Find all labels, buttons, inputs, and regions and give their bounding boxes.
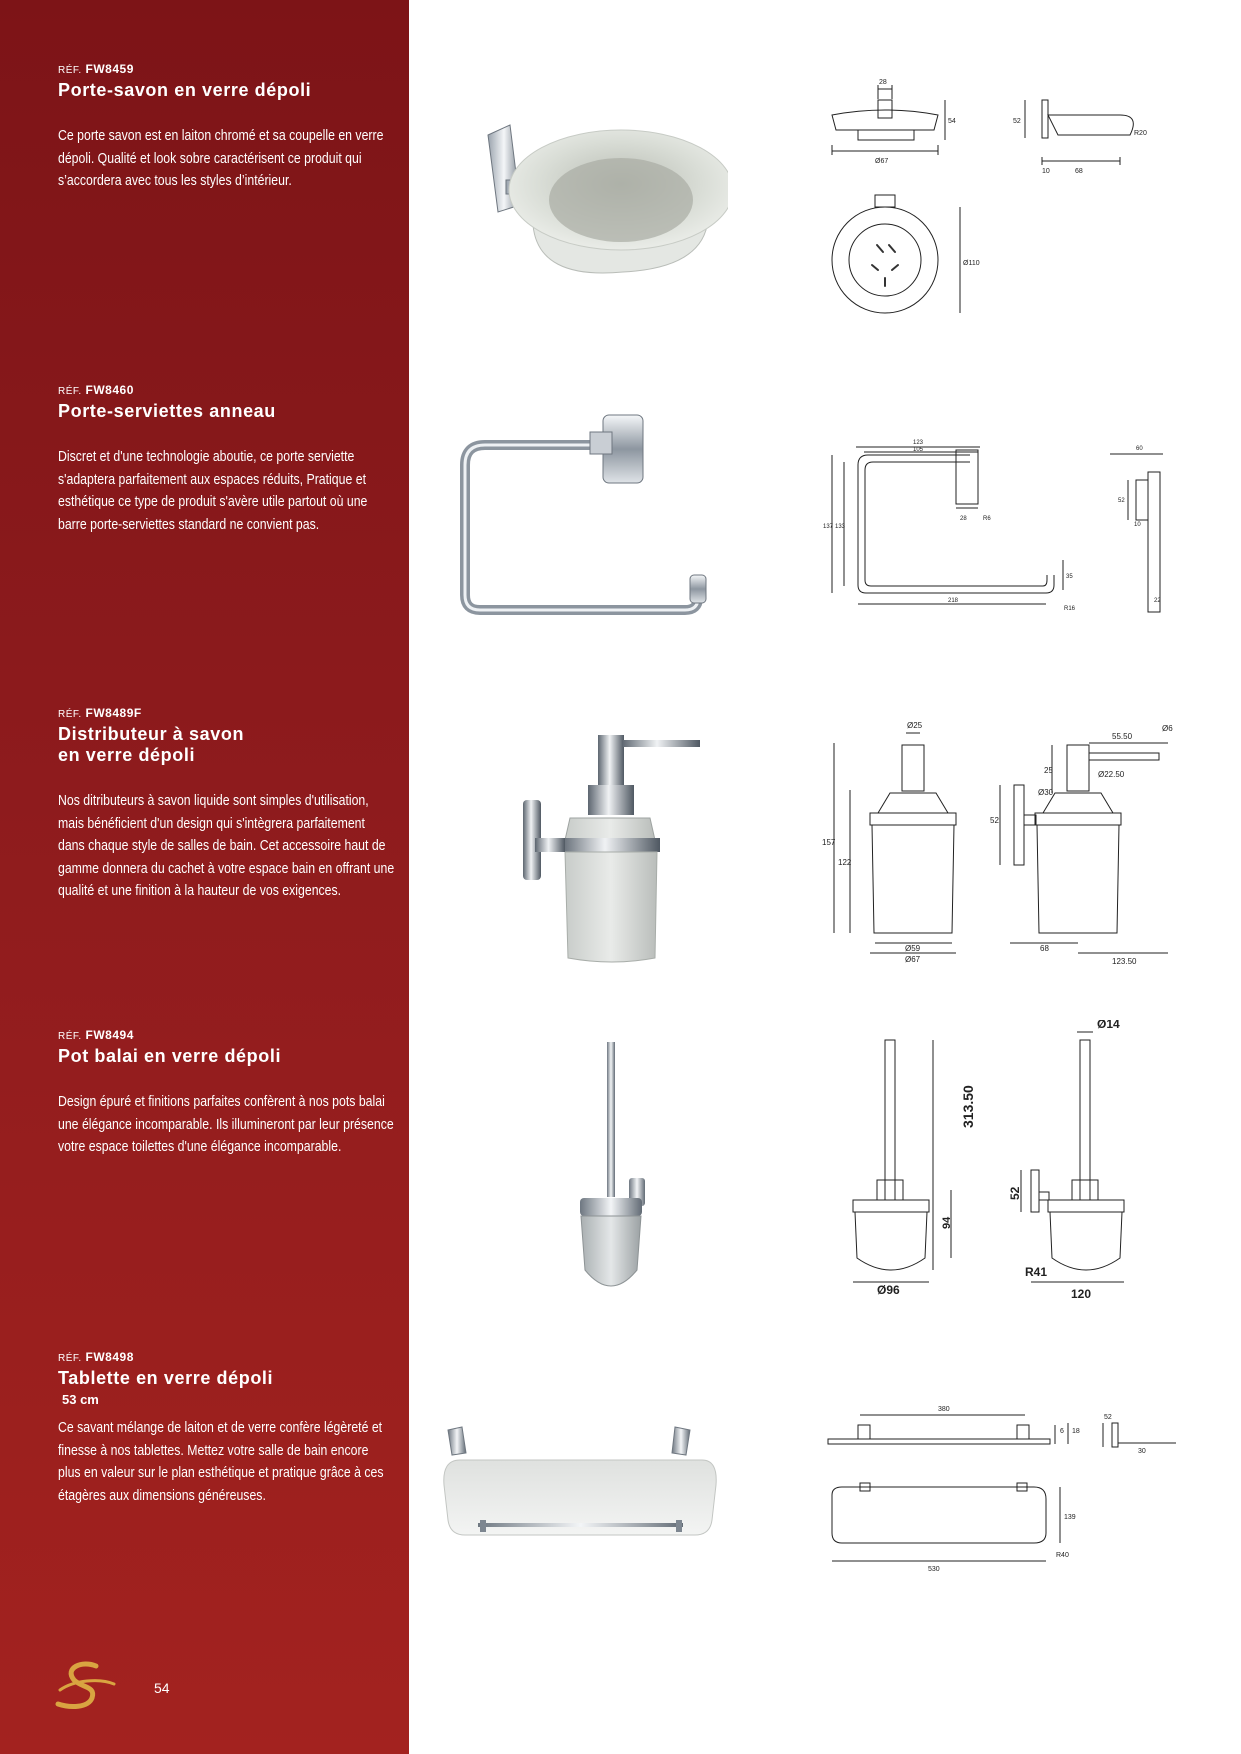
- dimension-label: 52: [1118, 498, 1125, 504]
- product-description: Ce porte savon est en laiton chromé et sa coupelle en verre dépoli. Qualité et look sobre caractérisent ce produit qui s’accordera avec tous les styles d’intérieur.: [58, 127, 384, 189]
- dimension-label: Ø22.50: [1098, 770, 1125, 779]
- product-ref: RÉF. FW8489F: [58, 706, 142, 720]
- dimension-label: 133: [835, 524, 846, 530]
- dimension-label: 122: [838, 858, 852, 867]
- dimension-label: Ø30: [1038, 788, 1054, 797]
- dimension-label: R41: [1025, 1265, 1048, 1279]
- product-ref: RÉF. FW8460: [58, 383, 134, 397]
- dimension-label: 94: [941, 1216, 953, 1229]
- product-title: Porte-serviettes anneau: [58, 401, 276, 421]
- product-subtitle: 53 cm: [62, 1392, 99, 1407]
- product-title: Tablette en verre dépoli: [58, 1368, 274, 1388]
- soap-dispenser-drawing: [820, 715, 1180, 970]
- page-number: 54: [154, 1680, 170, 1696]
- dimension-label: 18: [1072, 1428, 1080, 1435]
- dimension-label: 54: [948, 118, 956, 125]
- product-title-line-2: en verre dépoli: [58, 745, 196, 765]
- toilet-brush-photo: [575, 1040, 655, 1295]
- dimension-label: 313.50: [960, 1085, 976, 1128]
- dimension-label: Ø25: [907, 721, 923, 730]
- dimension-label: 530: [928, 1566, 940, 1573]
- dimension-label: 68: [1040, 944, 1049, 953]
- dimension-label: 105: [913, 447, 924, 453]
- dimension-label: 218: [948, 598, 959, 604]
- product-title: Porte-savon en verre dépoli: [58, 80, 312, 100]
- product-fw8459: [58, 62, 398, 193]
- product-description: Discret et d'une technologie aboutie, ce porte serviette s'adaptera parfaitement aux espaces réduits, Pratique et esthétique ce type de produit s'avère utile partout où une barre porte-serviettes standard ne convient pas.: [58, 448, 368, 533]
- dimension-label: Ø110: [963, 260, 980, 267]
- dimension-label: 52: [1013, 118, 1021, 125]
- dimension-label: 137: [823, 524, 834, 530]
- product-ref: RÉF. FW8498: [58, 1350, 134, 1364]
- towel-ring-photo: [450, 410, 715, 630]
- dimension-label: R20: [1134, 130, 1147, 137]
- product-description: Ce savant mélange de laiton et de verre confère légèreté et finesse à nos tablettes. Mettez votre salle de bain encore plus en valeur sur le plan esthétique et pratique grâce à ces étagères aux dimensions généreuses.: [58, 1419, 384, 1504]
- dimension-label: 123: [913, 440, 924, 446]
- product-fw8460: [58, 383, 398, 536]
- product-fw8494: [58, 1028, 398, 1159]
- dimension-label: 28: [960, 516, 967, 522]
- dimension-label: R40: [1056, 1552, 1069, 1559]
- product-description: Design épuré et finitions parfaites confèrent à nos pots balai une élégance incomparable. Ils illumineront par leur présence votre espace toilettes d'une élégance incomparable.: [58, 1093, 394, 1155]
- product-title-line-1: Distributeur à savon: [58, 724, 245, 744]
- dimension-label: 380: [938, 1406, 950, 1413]
- dimension-label: R16: [1064, 606, 1076, 612]
- dimension-label: 68: [1075, 168, 1083, 175]
- dimension-label: 35: [1066, 574, 1073, 580]
- dimension-label: 28: [879, 79, 887, 86]
- soap-dish-drawing: [820, 75, 1180, 330]
- towel-ring-drawing: [818, 430, 1176, 615]
- brand-logo-icon: [52, 1658, 122, 1716]
- dimension-label: 139: [1064, 1514, 1076, 1521]
- dimension-label: Ø59: [905, 944, 921, 953]
- dimension-label: 10: [1134, 522, 1141, 528]
- dimension-label: 157: [822, 838, 836, 847]
- dimension-label: 52: [1104, 1414, 1112, 1421]
- product-fw8498: [58, 1350, 398, 1507]
- glass-shelf-drawing: [820, 1395, 1180, 1580]
- dimension-label: Ø96: [877, 1283, 900, 1297]
- dimension-label: Ø6: [1162, 724, 1173, 733]
- dimension-label: 25: [1044, 766, 1053, 775]
- dimension-label: Ø67: [875, 158, 889, 165]
- product-description: Nos ditributeurs à savon liquide sont simples d'utilisation, mais bénéficient d'un design qui s'intègrera parfaitement dans chaque style de salles de bain. Cet accessoire haut de gamme donnera du cachet à votre espace bain en offrant une qualité et une finition à la hauteur de vos exigences.: [58, 792, 395, 899]
- dimension-label: 30: [1138, 1448, 1146, 1455]
- product-ref: RÉF. FW8494: [58, 1028, 134, 1042]
- dimension-label: 52: [990, 816, 999, 825]
- glass-shelf-photo: [440, 1425, 720, 1550]
- soap-dispenser-photo: [520, 730, 710, 970]
- product-fw8489f: [58, 706, 398, 903]
- toilet-brush-drawing: [825, 1020, 1170, 1300]
- dimension-label: R6: [983, 516, 991, 522]
- product-title: Pot balai en verre dépoli: [58, 1046, 282, 1066]
- dimension-label: 55.50: [1112, 732, 1133, 741]
- dimension-label: Ø14: [1097, 1020, 1120, 1031]
- dimension-label: 120: [1071, 1287, 1092, 1300]
- soap-dish-photo: [478, 110, 728, 285]
- dimension-label: Ø67: [905, 955, 921, 964]
- dimension-label: 6: [1060, 1428, 1064, 1435]
- product-ref: RÉF. FW8459: [58, 62, 134, 76]
- dimension-label: 10: [1042, 168, 1050, 175]
- dimension-label: 123.50: [1112, 957, 1137, 966]
- dimension-label: 52: [1008, 1186, 1022, 1200]
- dimension-label: 22: [1154, 598, 1161, 604]
- dimension-label: 60: [1136, 446, 1143, 452]
